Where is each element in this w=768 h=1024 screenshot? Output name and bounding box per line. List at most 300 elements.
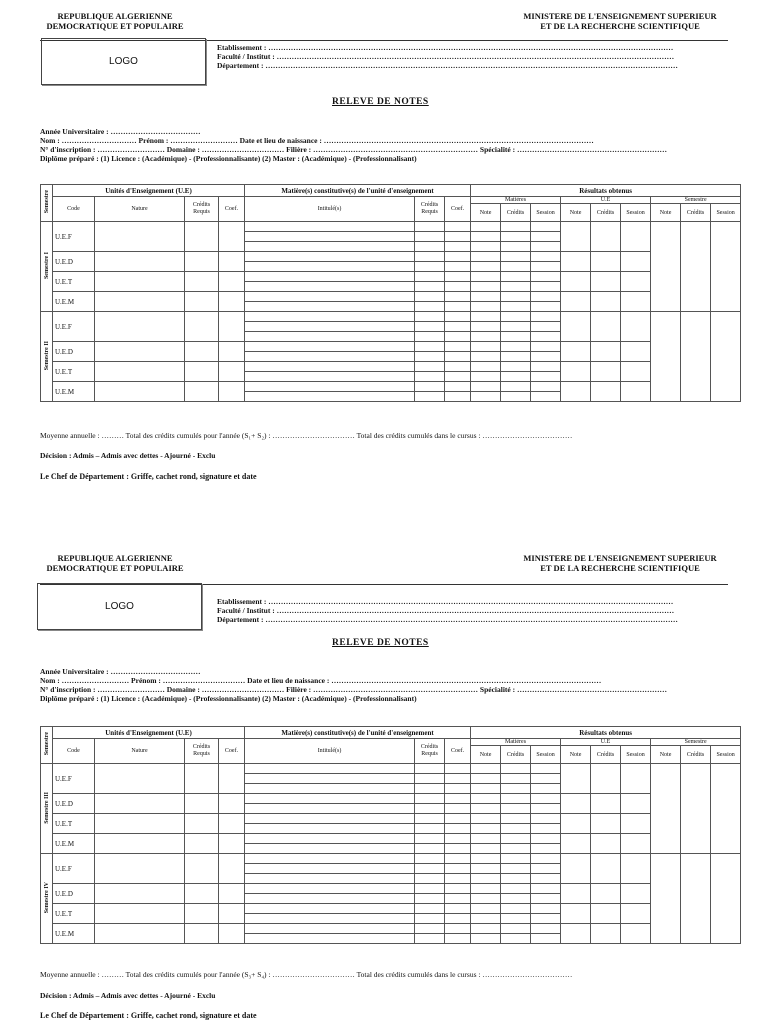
ue-code: U.E.T: [53, 272, 95, 292]
subject-cell: [471, 342, 501, 362]
subject-cell: [415, 362, 445, 382]
ue-code: U.E.D: [53, 342, 95, 362]
subject-cell: [415, 794, 445, 814]
note-header: Note: [561, 746, 591, 764]
subject-cell: [471, 272, 501, 292]
ue-nature-cell: [95, 272, 185, 292]
ue-result-cell: [621, 884, 651, 904]
subject-cell: [471, 292, 501, 312]
ue-result-cell: [561, 814, 591, 834]
subject-cell: [245, 924, 415, 944]
res-matieres-header: Matières: [471, 197, 561, 204]
mat-credits-requis-header: Crédits Requis: [415, 739, 445, 764]
session-header: Session: [711, 746, 741, 764]
subject-cell: [471, 904, 501, 924]
ue-coef-cell: [219, 272, 245, 292]
subject-cell: [245, 904, 415, 924]
credits-header: Crédits: [591, 746, 621, 764]
subject-cell: [415, 854, 445, 884]
ue-result-cell: [591, 884, 621, 904]
session-header: Session: [621, 204, 651, 222]
subject-cell: [501, 884, 531, 904]
ue-result-cell: [621, 834, 651, 854]
ue-code: U.E.D: [53, 794, 95, 814]
subject-cell: [501, 362, 531, 382]
departement-field: Département : …………………………………………………………………………………………………………………………………………………: [217, 615, 678, 624]
ue-credits-cell: [185, 854, 219, 884]
ue-credits-cell: [185, 764, 219, 794]
subject-cell: [531, 814, 561, 834]
semester-result-cell: [651, 854, 681, 944]
res-ue-header: U.E: [561, 739, 651, 746]
logo-box: [41, 38, 206, 85]
semester-result-cell: [651, 764, 681, 854]
ue-code: U.E.F: [53, 764, 95, 794]
res-semestre-header: Semestre: [651, 739, 741, 746]
republic-header: [40, 553, 190, 573]
ministry-line-2: ET DE LA RECHERCHE SCIENTIFIQUE: [540, 21, 700, 31]
ue-row: [41, 362, 741, 382]
ue-coef-cell: [219, 292, 245, 312]
ue-coef-cell: [219, 342, 245, 362]
moyenne-line: Moyenne annuelle : ……… Total des crédits cumulés pour l'année (S₁+ S₂) : …………………………… Total des crédits cumulés dans le cursus : ………………………………: [40, 431, 573, 440]
ue-result-cell: [561, 884, 591, 904]
ue-result-cell: [561, 272, 591, 292]
subject-cell: [445, 342, 471, 362]
subject-cell: [445, 292, 471, 312]
republic-line-1: REPUBLIQUE ALGERIENNE: [57, 553, 173, 563]
ue-result-cell: [591, 814, 621, 834]
ue-credits-cell: [185, 904, 219, 924]
subject-cell: [501, 794, 531, 814]
ue-coef-cell: [219, 252, 245, 272]
session-header: Session: [621, 746, 651, 764]
subject-cell: [245, 362, 415, 382]
subject-cell: [501, 764, 531, 794]
ue-code: U.E.M: [53, 924, 95, 944]
ue-result-cell: [591, 834, 621, 854]
subject-cell: [245, 272, 415, 292]
ue-result-cell: [561, 382, 591, 402]
nom-line: Nom : ………………………… Prénom : ……………………… Date et lieu de naissance : ………………………………………………………………………………………………: [40, 136, 594, 145]
ue-result-cell: [561, 222, 591, 252]
subject-cell: [445, 834, 471, 854]
subject-cell: [415, 814, 445, 834]
code-header: Code: [53, 739, 95, 764]
subject-cell: [445, 764, 471, 794]
subject-cell: [415, 884, 445, 904]
ue-result-cell: [591, 252, 621, 272]
ue-coef-cell: [219, 794, 245, 814]
credits-header: Crédits: [681, 204, 711, 222]
mat-coef-header: Coef.: [445, 197, 471, 222]
ue-row: [41, 764, 741, 794]
subject-cell: [415, 252, 445, 272]
note-header: Note: [561, 204, 591, 222]
ue-result-cell: [561, 764, 591, 794]
etablissement-field: Etablissement : ………………………………………………………………………………………………………………………………………………: [217, 597, 674, 606]
ue-result-cell: [621, 292, 651, 312]
subject-cell: [245, 312, 415, 342]
subject-cell: [415, 382, 445, 402]
semestre-header: Semestre: [41, 727, 53, 764]
ue-result-cell: [591, 222, 621, 252]
subject-cell: [501, 834, 531, 854]
ministry-header: [510, 11, 730, 31]
semester-label-cell: Semestre IV: [41, 854, 53, 944]
subject-cell: [501, 342, 531, 362]
coef-header: Coef.: [219, 197, 245, 222]
subject-cell: [415, 764, 445, 794]
res-ue-header: U.E: [561, 197, 651, 204]
subject-cell: [245, 814, 415, 834]
subject-cell: [445, 252, 471, 272]
ue-result-cell: [621, 222, 651, 252]
subject-cell: [501, 292, 531, 312]
intitule-header: Intitulé(s): [245, 739, 415, 764]
credits-header: Crédits: [501, 204, 531, 222]
ministry-line-1: MINISTERE DE L'ENSEIGNEMENT SUPERIEUR: [523, 11, 717, 21]
ue-result-cell: [591, 312, 621, 342]
ue-result-cell: [561, 794, 591, 814]
subject-cell: [445, 222, 471, 252]
ue-result-cell: [621, 854, 651, 884]
nature-header: Nature: [95, 739, 185, 764]
subject-cell: [531, 362, 561, 382]
subject-cell: [531, 382, 561, 402]
ue-result-cell: [561, 342, 591, 362]
ue-coef-cell: [219, 834, 245, 854]
subject-cell: [531, 924, 561, 944]
annee-field: Année Universitaire : ………………………………: [40, 127, 201, 136]
ue-coef-cell: [219, 312, 245, 342]
semester-result-cell: [711, 312, 741, 402]
ue-code: U.E.T: [53, 814, 95, 834]
subject-cell: [531, 342, 561, 362]
subject-cell: [531, 222, 561, 252]
ue-result-cell: [621, 342, 651, 362]
ue-code: U.E.M: [53, 382, 95, 402]
ue-result-cell: [591, 292, 621, 312]
subject-cell: [471, 764, 501, 794]
ue-coef-cell: [219, 222, 245, 252]
semester-label-cell: Semestre II: [41, 312, 53, 402]
matieres-header: Matière(s) constitutive(s) de l'unité d'enseignement: [245, 185, 471, 197]
credits-requis-header: Crédits Requis: [185, 739, 219, 764]
ministry-line-2: ET DE LA RECHERCHE SCIENTIFIQUE: [540, 563, 700, 573]
ue-code: U.E.F: [53, 312, 95, 342]
student-info-block: [40, 127, 667, 163]
semester-result-cell: [711, 854, 741, 944]
decision-line: Décision : Admis – Admis avec dettes - Ajourné - Exclu: [40, 451, 216, 460]
note-header: Note: [471, 204, 501, 222]
subject-cell: [471, 362, 501, 382]
ue-result-cell: [591, 342, 621, 362]
subject-cell: [471, 252, 501, 272]
subject-cell: [415, 834, 445, 854]
subject-cell: [245, 764, 415, 794]
ue-nature-cell: [95, 764, 185, 794]
subject-cell: [471, 814, 501, 834]
logo-label: LOGO: [109, 56, 138, 67]
subject-cell: [445, 904, 471, 924]
establishment-block: [217, 597, 678, 624]
chef-signature-line: Le Chef de Département : Griffe, cachet rond, signature et date: [40, 472, 257, 481]
subject-cell: [471, 884, 501, 904]
subject-cell: [445, 362, 471, 382]
subject-cell: [471, 222, 501, 252]
ue-credits-cell: [185, 312, 219, 342]
ue-nature-cell: [95, 222, 185, 252]
subject-cell: [415, 222, 445, 252]
document-title: RELEVE DE NOTES: [332, 638, 429, 648]
ue-code: U.E.D: [53, 252, 95, 272]
ue-result-cell: [561, 252, 591, 272]
subject-cell: [501, 272, 531, 292]
ue-code: U.E.D: [53, 884, 95, 904]
ue-result-cell: [591, 362, 621, 382]
intitule-header: Intitulé(s): [245, 197, 415, 222]
subject-cell: [415, 904, 445, 924]
ue-nature-cell: [95, 292, 185, 312]
subject-cell: [501, 252, 531, 272]
mat-credits-requis-header: Crédits Requis: [415, 197, 445, 222]
ue-nature-cell: [95, 904, 185, 924]
ue-result-cell: [561, 362, 591, 382]
grades-table: [40, 726, 741, 944]
ue-code: U.E.F: [53, 854, 95, 884]
res-matieres-header: Matières: [471, 739, 561, 746]
credits-requis-header: Crédits Requis: [185, 197, 219, 222]
annee-field: Année Universitaire : ………………………………: [40, 667, 201, 676]
subject-cell: [471, 382, 501, 402]
semester-result-cell: [681, 312, 711, 402]
semestre-header: Semestre: [41, 185, 53, 222]
ue-credits-cell: [185, 292, 219, 312]
ue-credits-cell: [185, 884, 219, 904]
subject-cell: [445, 794, 471, 814]
ue-result-cell: [561, 292, 591, 312]
subject-cell: [415, 292, 445, 312]
subject-cell: [245, 292, 415, 312]
ministry-line-1: MINISTERE DE L'ENSEIGNEMENT SUPERIEUR: [523, 553, 717, 563]
ue-row: [41, 342, 741, 362]
subject-cell: [501, 924, 531, 944]
ue-result-cell: [591, 924, 621, 944]
subject-cell: [245, 222, 415, 252]
ue-code: U.E.M: [53, 292, 95, 312]
subject-cell: [501, 382, 531, 402]
decision-line: Décision : Admis – Admis avec dettes - Ajourné - Exclu: [40, 991, 216, 1000]
subject-cell: [531, 764, 561, 794]
semester-label-cell: Semestre I: [41, 222, 53, 312]
ue-credits-cell: [185, 252, 219, 272]
subject-cell: [245, 342, 415, 362]
ue-nature-cell: [95, 382, 185, 402]
subject-cell: [531, 904, 561, 924]
ue-credits-cell: [185, 222, 219, 252]
subject-cell: [245, 794, 415, 814]
ue-code: U.E.F: [53, 222, 95, 252]
ue-result-cell: [591, 854, 621, 884]
subject-cell: [531, 854, 561, 884]
semester-result-cell: [681, 222, 711, 312]
subject-cell: [415, 924, 445, 944]
subject-cell: [501, 854, 531, 884]
subject-cell: [531, 292, 561, 312]
ue-result-cell: [621, 362, 651, 382]
subject-cell: [445, 272, 471, 292]
ue-result-cell: [621, 814, 651, 834]
code-header: Code: [53, 197, 95, 222]
ue-row: [41, 794, 741, 814]
ue-row: [41, 834, 741, 854]
semester-result-cell: [681, 764, 711, 854]
subject-cell: [501, 814, 531, 834]
ministry-header: [510, 553, 730, 573]
inscription-line: N° d'inscription : ……………………… Domaine : …………………………… Filière : ………………………………………………………… Spécialité : ……………………………………………………: [40, 685, 668, 694]
diplome-line: Diplôme préparé : (1) Licence : (Académique) - (Professionnalisante) (2) Master : (Académique) - (Professionnalisant): [40, 154, 417, 163]
ue-coef-cell: [219, 884, 245, 904]
subject-cell: [415, 272, 445, 292]
ue-nature-cell: [95, 834, 185, 854]
ue-row: [41, 904, 741, 924]
subject-cell: [471, 854, 501, 884]
ue-code: U.E.T: [53, 362, 95, 382]
ue-credits-cell: [185, 272, 219, 292]
ue-result-cell: [621, 924, 651, 944]
note-header: Note: [651, 204, 681, 222]
faculte-field: Faculté / Institut : ……………………………………………………………………………………………………………………………………………: [217, 606, 675, 615]
ue-nature-cell: [95, 252, 185, 272]
semester-result-cell: [711, 764, 741, 854]
subject-cell: [531, 312, 561, 342]
subject-cell: [445, 382, 471, 402]
subject-cell: [415, 312, 445, 342]
res-semestre-header: Semestre: [651, 197, 741, 204]
subject-cell: [471, 924, 501, 944]
ue-coef-cell: [219, 382, 245, 402]
subject-cell: [445, 884, 471, 904]
ue-result-cell: [591, 272, 621, 292]
ue-nature-cell: [95, 342, 185, 362]
ue-credits-cell: [185, 362, 219, 382]
ue-result-cell: [591, 764, 621, 794]
subject-cell: [531, 794, 561, 814]
ue-row: [41, 884, 741, 904]
ue-result-cell: [561, 834, 591, 854]
ue-coef-cell: [219, 362, 245, 382]
ue-header: Unités d'Enseignement (U.E): [53, 185, 245, 197]
diplome-line: Diplôme préparé : (1) Licence : (Académique) - (Professionnalisante) (2) Master : (Académique) - (Professionnalisant): [40, 694, 417, 703]
ue-result-cell: [561, 854, 591, 884]
document-title: RELEVE DE NOTES: [332, 97, 429, 107]
subject-cell: [471, 834, 501, 854]
ue-credits-cell: [185, 924, 219, 944]
ue-result-cell: [621, 272, 651, 292]
chef-signature-line: Le Chef de Département : Griffe, cachet rond, signature et date: [40, 1011, 257, 1020]
subject-cell: [471, 312, 501, 342]
ue-coef-cell: [219, 924, 245, 944]
logo-box: [37, 583, 202, 630]
departement-field: Département : …………………………………………………………………………………………………………………………………………………: [217, 61, 678, 70]
subject-cell: [531, 252, 561, 272]
ue-nature-cell: [95, 854, 185, 884]
ue-nature-cell: [95, 362, 185, 382]
ue-result-cell: [561, 924, 591, 944]
republic-header: [40, 11, 190, 31]
subject-cell: [245, 884, 415, 904]
subject-cell: [445, 814, 471, 834]
semester-result-cell: [681, 854, 711, 944]
republic-line-2: DEMOCRATIQUE ET POPULAIRE: [46, 563, 184, 573]
ue-row: [41, 292, 741, 312]
resultats-header: Résultats obtenus: [471, 185, 741, 197]
ue-result-cell: [591, 794, 621, 814]
session-header: Session: [711, 204, 741, 222]
ue-row: [41, 252, 741, 272]
subject-cell: [245, 252, 415, 272]
inscription-line: N° d'inscription : ……………………… Domaine : …………………………… Filière : ………………………………………………………… Spécialité : ……………………………………………………: [40, 145, 668, 154]
ue-result-cell: [621, 764, 651, 794]
ue-row: [41, 924, 741, 944]
ue-code: U.E.M: [53, 834, 95, 854]
ue-result-cell: [621, 252, 651, 272]
ue-row: [41, 272, 741, 292]
logo-label: LOGO: [105, 601, 134, 612]
note-header: Note: [471, 746, 501, 764]
ue-row: [41, 814, 741, 834]
subject-cell: [531, 272, 561, 292]
student-info-block: [40, 667, 667, 703]
ue-result-cell: [591, 382, 621, 402]
nature-header: Nature: [95, 197, 185, 222]
ue-row: [41, 312, 741, 342]
ue-coef-cell: [219, 854, 245, 884]
subject-cell: [531, 884, 561, 904]
ue-result-cell: [621, 904, 651, 924]
ue-row: [41, 854, 741, 884]
ue-coef-cell: [219, 764, 245, 794]
ue-nature-cell: [95, 924, 185, 944]
ue-nature-cell: [95, 884, 185, 904]
ue-result-cell: [621, 794, 651, 814]
note-header: Note: [651, 746, 681, 764]
subject-cell: [471, 794, 501, 814]
subject-cell: [415, 342, 445, 362]
nom-line: Nom : ……………………… Prénom : …………………………… Date et lieu de naissance : ………………………………………………………………………………………………: [40, 676, 602, 685]
subject-cell: [501, 904, 531, 924]
matieres-header: Matière(s) constitutive(s) de l'unité d'enseignement: [245, 727, 471, 739]
ue-nature-cell: [95, 312, 185, 342]
subject-cell: [531, 834, 561, 854]
ue-result-cell: [561, 904, 591, 924]
semester-label-cell: Semestre III: [41, 764, 53, 854]
grades-table: [40, 184, 741, 402]
mat-coef-header: Coef.: [445, 739, 471, 764]
establishment-block: [217, 43, 678, 70]
ue-code: U.E.T: [53, 904, 95, 924]
ue-nature-cell: [95, 794, 185, 814]
session-header: Session: [531, 204, 561, 222]
ue-header: Unités d'Enseignement (U.E): [53, 727, 245, 739]
ue-result-cell: [561, 312, 591, 342]
subject-cell: [445, 924, 471, 944]
resultats-header: Résultats obtenus: [471, 727, 741, 739]
moyenne-line: Moyenne annuelle : ……… Total des crédits cumulés pour l'année (S₃+ S₄) : …………………………… Total des crédits cumulés dans le cursus : ………………………………: [40, 970, 573, 979]
subject-cell: [501, 222, 531, 252]
subject-cell: [445, 312, 471, 342]
